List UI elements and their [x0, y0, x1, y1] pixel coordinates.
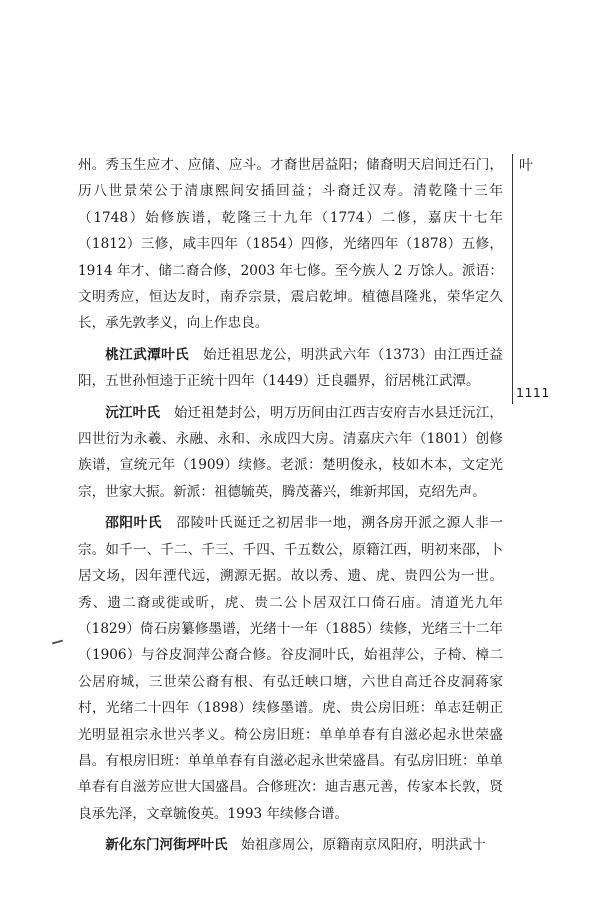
body-text — [78, 152, 503, 864]
paragraph-yiyang-continued — [78, 152, 503, 337]
paragraph-text: 始祖彦周公，原籍南京凤阳府，明洪武十 — [241, 837, 486, 854]
page-number: 1111 — [516, 385, 550, 400]
paragraph-taojiang-wutan — [78, 342, 503, 395]
paragraph-text: 始迁祖思龙公，明洪武六年（1373）由江西迁益阳，五世孙恒逵于正统十四年（1449）迁良疆界，衍居桃江武潭。 — [78, 346, 504, 390]
paragraph-shaoyang — [78, 510, 503, 827]
margin-rule — [512, 154, 513, 404]
paragraph-xinhua-dongmen — [78, 832, 503, 858]
clan-heading: 新化东门河街坪叶氏 — [105, 837, 228, 854]
clan-heading: 桃江武潭叶氏 — [105, 346, 190, 363]
scan-mark — [52, 640, 63, 645]
clan-heading: 邵阳叶氏 — [105, 515, 163, 532]
paragraph-text: 邵陵叶氏诞迁之初居非一地，溯各房开派之源人非一宗。如千一、千二、千三、千四、千五数公，原籍江西，明初来邵，卜居文场，因年湮代远，溯源无据。故以秀、遗、虎、贵四公为一世。秀、遗二裔或徙或昕，虎、贵二公卜居双江口倚石庙。清道光九年（1829）倚石房纂修墨谱，光绪十一年（1885）续修，光绪三十二年（1906）与谷皮洞萍公裔合修。谷皮洞叶氏，始祖萍公，子椅、樟二公居府城，三世荣公裔有根、有弘迁峡口塘，六世自高迁谷皮洞蒋家村，光绪二十四年（1898）续修墨谱。虎、贵公房旧班：单志廷朝正光明显祖宗永世兴孝义。椅公房旧班：单单单春有自滋必起永世荣盛昌。有根房旧班：单单单春有自滋必起永世荣盛昌。有弘房旧班：单单单春有自滋芳应世大国盛昌。合修班次：迪吉惠元善，传家本长敦，贤良承先泽，文章毓俊英。1993 年续修合谱。 — [78, 515, 504, 822]
paragraph-yuanjiang — [78, 400, 503, 506]
clan-heading: 沅江叶氏 — [105, 404, 161, 421]
paragraph-text: 州。秀玉生应才、应储、应斗。才裔世居益阳；储裔明天启间迁石门，历八世景荣公于清康熙间安插回益；斗裔迁汉寿。清乾隆十三年（1748）始修族谱，乾隆三十九年（1774）二修，嘉庆十七年（1812）三修，咸丰四年（1854）四修，光绪四年（1878）五修，1914 年才、储二裔合修，2003 年七修。至今族人 2 万馀人。派语：文明秀应，恒达友时，南乔宗景，震启乾坤。植德昌隆兆，荣华定久长，承先敦孝义，向上作忠良。 — [78, 157, 503, 332]
running-head: 叶 — [519, 158, 533, 174]
paragraph-text: 始迁祖楚封公，明万历间由江西吉安府吉水县迁沅江，四世衍为永羲、永融、永和、永成四大房。清嘉庆六年（1801）创修族谱，宣统元年（1909）续修。老派：楚明俊永，枝如木本，文定光宗，世家大振。新派：祖德毓英，腾茂蕃兴，维新邦国，克绍先声。 — [78, 404, 504, 500]
